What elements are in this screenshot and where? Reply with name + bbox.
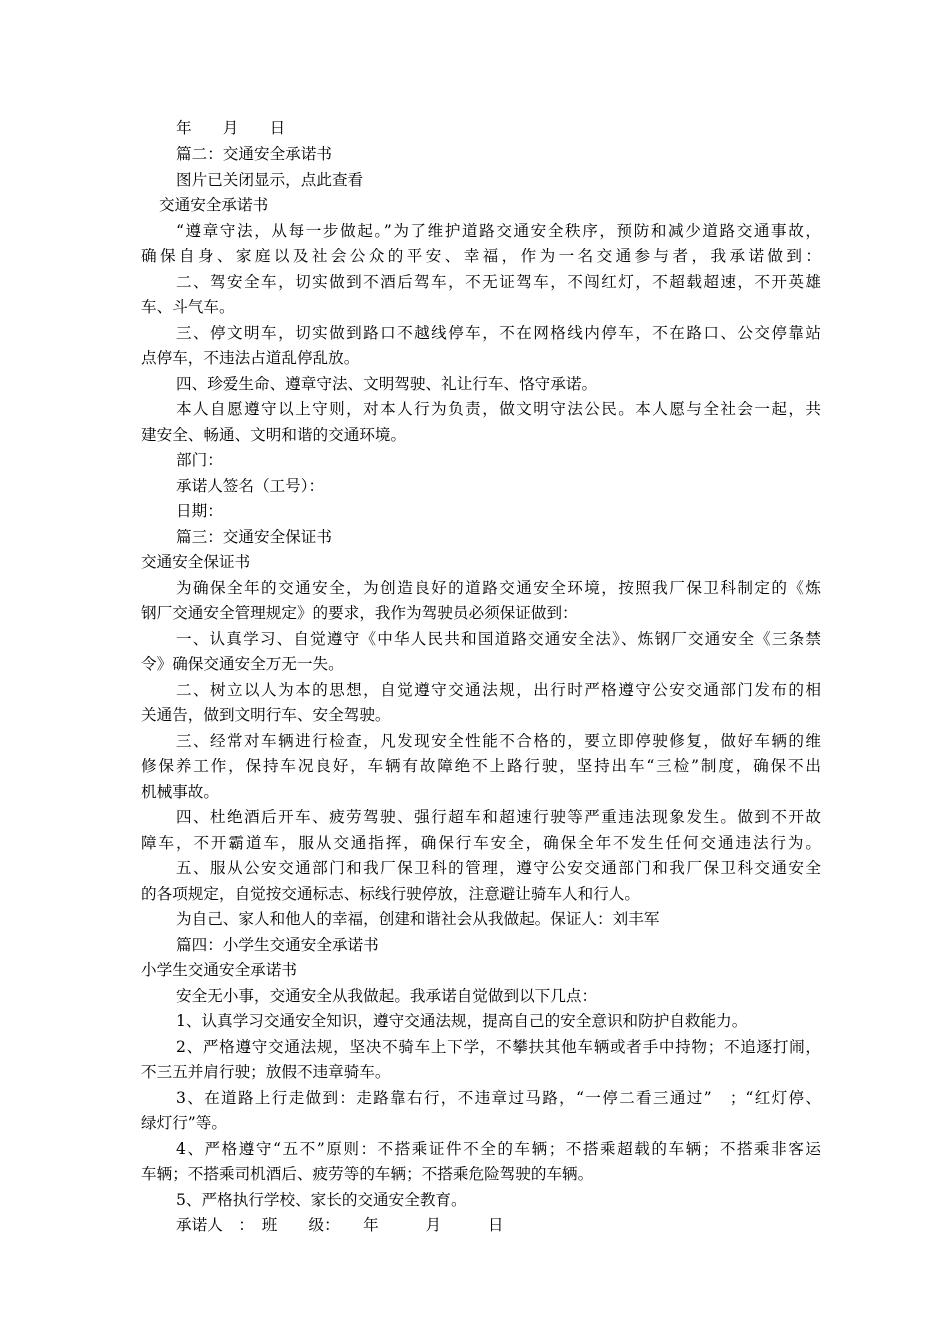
paragraph-line: 四、杜绝酒后开车、疲劳驾驶、强行超车和超速行驶等严重违法现象发生。做到不开故 xyxy=(176,808,821,826)
doc-title-2: 交通安全承诺书 xyxy=(159,196,269,214)
list-item: 2、严格遵守交通法规，坚决不骑车上下学，不攀扶其他车辆或者手中持物；不追逐打闹， xyxy=(176,1038,821,1056)
list-item: 不三五并肩行驶；放假不违章骑车。 xyxy=(141,1063,391,1081)
paragraph-line: “遵章守法，从每一步做起。”为了维护道路交通安全秩序，预防和减少道路交通事故， xyxy=(176,222,821,240)
list-item: 4、严格遵守“五不”原则：不搭乘证件不全的车辆；不搭乘超载的车辆；不搭乘非客运 xyxy=(176,1140,821,1158)
paragraph-line: 本人自愿遵守以上守则，对本人行为负责，做文明守法公民。本人愿与全社会一起，共 xyxy=(176,400,821,418)
paragraph-line: 机械事故。 xyxy=(141,783,219,801)
paragraph-line: 建安全、畅通、文明和谐的交通环境。 xyxy=(141,426,407,444)
date-field: 日期： xyxy=(176,502,223,520)
paragraph-line: 为确保全年的交通安全，为创造良好的道路交通安全环境，按照我厂保卫科制定的《炼 xyxy=(176,579,821,597)
section-heading-4: 篇四：小学生交通安全承诺书 xyxy=(176,936,379,954)
paragraph-line: 三、经常对车辆进行检查，凡发现安全性能不合格的，要立即停驶修复，做好车辆的维 xyxy=(176,732,821,750)
doc-title-4: 小学生交通安全承诺书 xyxy=(141,961,297,979)
paragraph-line: 安全无小事，交通安全从我做起。我承诺自觉做到以下几点： xyxy=(176,987,598,1005)
date-line: 年 月 日 xyxy=(176,119,286,137)
list-item: 1、认真学习交通安全知识，遵守交通法规，提高自己的安全意识和防护自救能力。 xyxy=(176,1012,748,1030)
paragraph-line: 障车，不开霸道车，服从交通指挥，确保行车安全，确保全年不发生任何交通违法行为。 xyxy=(141,834,821,852)
paragraph-line: 点停车，不违法占道乱停乱放。 xyxy=(141,349,360,367)
image-hidden-link[interactable]: 图片已关闭显示，点此查看 xyxy=(176,171,364,189)
paragraph-line: 修保养工作，保持车况良好，车辆有故障绝不上路行驶，坚持出车“三检”制度，确保不出 xyxy=(141,757,821,775)
paragraph-line: 二、树立以人为本的思想，自觉遵守交通法规，出行时严格遵守公安交通部门发布的相 xyxy=(176,681,821,699)
paragraph-line: 关通告，做到文明行车、安全驾驶。 xyxy=(141,706,391,724)
paragraph-line: 一、认真学习、自觉遵守《中华人民共和国道路交通安全法》、炼钢厂交通安全《三条禁 xyxy=(176,630,821,648)
list-item: 3、在道路上行走做到：走路靠右行，不违章过马路，“一停二看三通过” ；“红灯停、 xyxy=(176,1089,821,1107)
paragraph-line: 四、珍爱生命、遵章守法、文明驾驶、礼让行车、恪守承诺。 xyxy=(176,375,598,393)
section-heading-3: 篇三：交通安全保证书 xyxy=(176,528,332,546)
paragraph-line: 二、驾安全车，切实做到不酒后驾车，不无证驾车，不闯红灯，不超载超速，不开英雄 xyxy=(176,273,821,291)
paragraph-line: 车、斗气车。 xyxy=(141,298,235,316)
list-item: 绿灯行”等。 xyxy=(141,1114,227,1132)
list-item: 5、严格执行学校、家长的交通安全教育。 xyxy=(176,1191,467,1209)
signature-field: 承诺人签名（工号）： xyxy=(176,477,325,495)
list-item: 车辆；不搭乘司机酒后、疲劳等的车辆；不搭乘危险驾驶的车辆。 xyxy=(141,1165,594,1183)
guarantor-line: 为自己、家人和他人的幸福，创建和谐社会从我做起。保证人：刘丰军 xyxy=(176,910,660,928)
section-heading-2: 篇二：交通安全承诺书 xyxy=(176,145,332,163)
signature-line: 承诺人 ： 班 级： 年 月 日 xyxy=(176,1216,504,1234)
department-field: 部门： xyxy=(176,451,223,469)
paragraph-line: 的各项规定，自觉按交通标志、标线行驶停放，注意避让骑车人和行人。 xyxy=(141,885,641,903)
paragraph-line: 令》确保交通安全万无一失。 xyxy=(141,655,344,673)
doc-title-3: 交通安全保证书 xyxy=(141,553,251,571)
paragraph-line: 确保自身、家庭以及社会公众的平安、幸福，作为一名交通参与者，我承诺做到： xyxy=(141,247,821,265)
paragraph-line: 钢厂交通安全管理规定》的要求，我作为驾驶员必须保证做到： xyxy=(141,604,578,622)
paragraph-line: 三、停文明车，切实做到路口不越线停车，不在网格线内停车，不在路口、公交停靠站 xyxy=(176,324,821,342)
paragraph-line: 五、服从公安交通部门和我厂保卫科的管理，遵守公安交通部门和我厂保卫科交通安全 xyxy=(176,859,821,877)
